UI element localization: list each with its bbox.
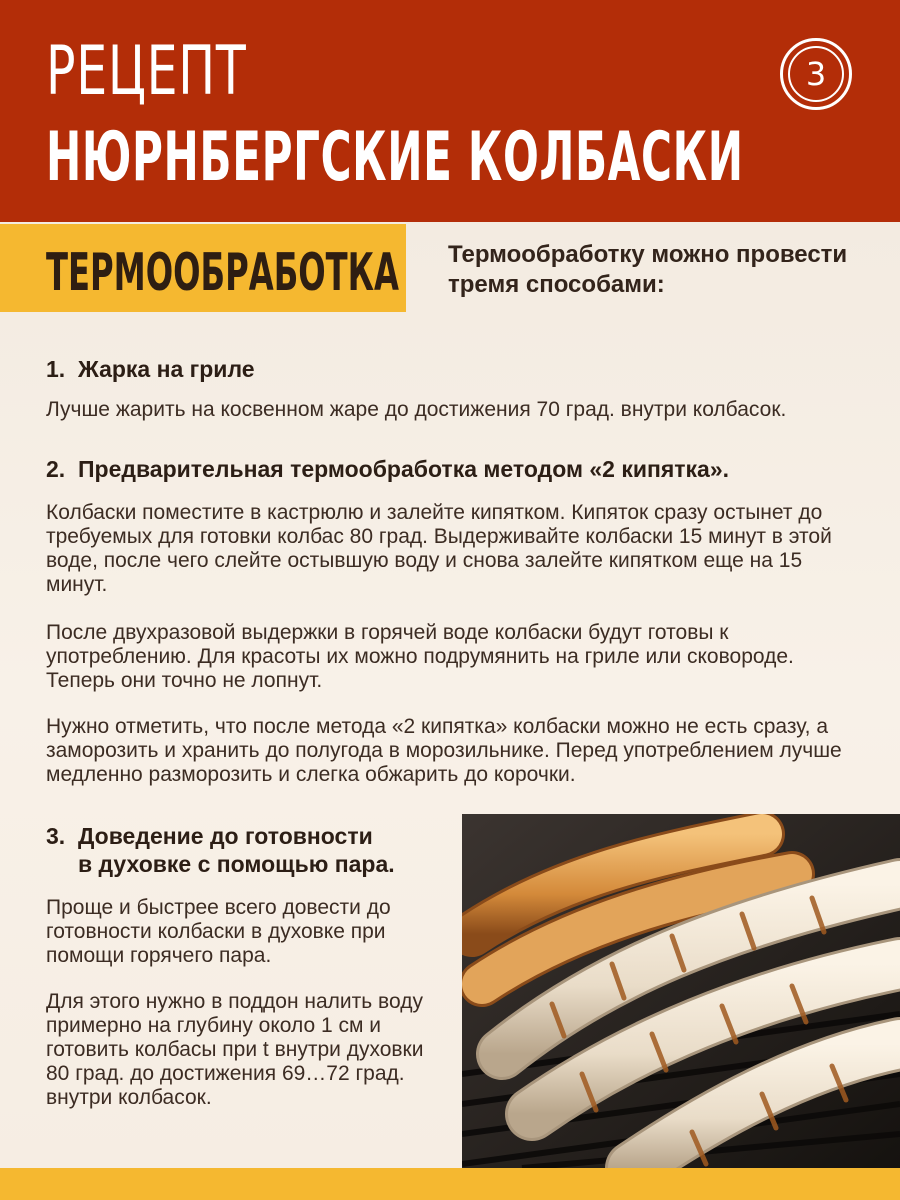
section-intro: Термообработку можно провести тремя способами: — [448, 241, 848, 298]
method-2-paragraph-1: Колбаски поместите в кастрюлю и залейте кипятком. Кипяток сразу остынет до требуемых для готовки колбас 80 град. Выдерживайте колбаски 15 минут в этой воде, после чего слейте остывшую воду и снова залейте кипятком еще на 15 минут. — [46, 501, 832, 596]
method-3-paragraph-1: Проще и быстрее всего довести до готовности колбаски в духовке при помощи горячего пара. — [46, 896, 391, 967]
method-2-paragraph-2: После двухразовой выдержки в горячей воде колбаски будут готовы к употреблению. Для красоты их можно подрумянить на гриле или сковороде. Теперь они точно не лопнут. — [46, 621, 794, 692]
recipe-title: НЮРНБЕРГСКИЕ КОЛБАСКИ — [46, 118, 744, 197]
page-number: 3 — [788, 46, 844, 102]
method-2-paragraph-3: Нужно отметить, что после метода «2 кипятка» колбаски можно не есть сразу, а заморозить и хранить до полугода в морозильнике. Перед употреблением лучше медленно разморозить и слегка обжарить до корочки. — [46, 715, 842, 786]
method-1-number: 1. — [46, 356, 66, 382]
section-title: ТЕРМООБРАБОТКА — [46, 243, 399, 303]
method-1-text: Лучше жарить на косвенном жаре до достижения 70 град. внутри колбасок. — [46, 398, 787, 421]
footer-band — [0, 1168, 900, 1200]
method-2-number: 2. — [46, 456, 66, 482]
method-3-heading — [46, 822, 395, 878]
method-2-heading — [46, 455, 729, 483]
method-3-title-line-2: в духовке с помощью пара. — [78, 851, 395, 877]
method-3-title-line-1: Доведение до готовности — [78, 823, 373, 849]
method-1-title: Жарка на гриле — [78, 356, 255, 382]
method-3-number: 3. — [46, 823, 66, 849]
method-2-title: Предварительная термообработка методом «2 кипятка». — [78, 456, 730, 482]
method-1-heading — [46, 355, 255, 383]
method-3-paragraph-2: Для этого нужно в поддон налить воду примерно на глубину около 1 см и готовить колбасы при t внутри духовки 80 град. до достижения 69…72 град. внутри колбасок. — [46, 990, 424, 1109]
page-number-badge — [780, 38, 852, 110]
grilled-sausages-photo — [462, 814, 900, 1168]
recipe-label: РЕЦЕПТ — [46, 32, 247, 111]
header-banner — [0, 0, 900, 222]
